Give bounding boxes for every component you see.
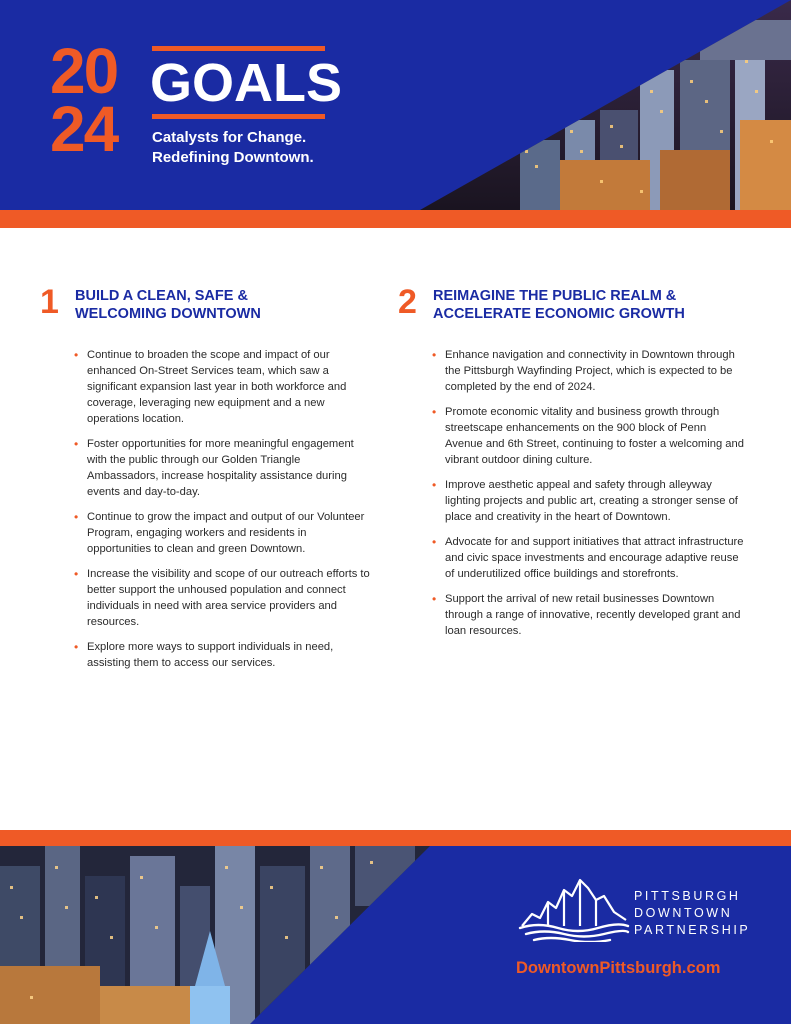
tagline-line-2: Redefining Downtown. xyxy=(152,149,314,166)
list-item: • Continue to broaden the scope and impact of our enhanced On-Street Services team, which saw a significant expansion last year in both workforce and coverage, leveraging new equipment and a new operations location. xyxy=(74,347,370,427)
goals-bottom-rule xyxy=(152,114,325,119)
tagline-line-1: Catalysts for Change. xyxy=(152,129,307,146)
website-link[interactable]: DowntownPittsburgh.com xyxy=(516,959,721,977)
goal-title-line-2: ACCELERATE ECONOMIC GROWTH xyxy=(433,306,685,322)
page-title: GOALS xyxy=(150,53,343,113)
goal-title-line-1: BUILD A CLEAN, SAFE & xyxy=(75,288,248,304)
logo-line-2: DOWNTOWN xyxy=(634,906,733,920)
year-line-1: 20 xyxy=(50,35,118,107)
footer-divider-band xyxy=(0,830,791,846)
goal-bullet-list xyxy=(432,347,744,648)
goal-title-line-1: REIMAGINE THE PUBLIC REALM & xyxy=(433,288,677,304)
goal-title xyxy=(433,287,743,323)
tagline xyxy=(152,128,392,168)
list-item: • Advocate for and support initiatives that attract infrastructure and civic space investments and encourage adaptive reuse of underutilized office buildings and storefronts. xyxy=(432,534,744,582)
goal-number: 1 xyxy=(40,283,59,321)
header-banner xyxy=(0,0,791,210)
list-item: • Increase the visibility and scope of our outreach efforts to better support the unhoused population and connect individuals in need with area service providers and resources. xyxy=(74,566,370,630)
logo-wordmark xyxy=(634,888,764,939)
list-item: • Explore more ways to support individuals in need, assisting them to access our services. xyxy=(74,639,370,671)
list-item: • Promote economic vitality and business growth through streetscape enhancements on the 900 block of Penn Avenue and 6th Street, continuing to foster a welcoming and vibrant outdoor dining culture. xyxy=(432,404,744,468)
goal-number: 2 xyxy=(398,283,417,321)
list-item: • Foster opportunities for more meaningful engagement with the public through our Golden Triangle Ambassadors, increase hospitality assistance during events and day-to-day. xyxy=(74,436,370,500)
year-line-2: 24 xyxy=(50,93,118,165)
logo-line-1: PITTSBURGH xyxy=(634,889,741,903)
year-heading xyxy=(50,35,140,165)
goal-title-line-2: WELCOMING DOWNTOWN xyxy=(75,306,261,322)
footer-banner xyxy=(0,846,791,1024)
list-item: • Improve aesthetic appeal and safety through alleyway lighting projects and public art, creating a stronger sense of place and creativity in the heart of Downtown. xyxy=(432,477,744,525)
list-item: • Support the arrival of new retail businesses Downtown through a range of innovative, recently developed grant and loan resources. xyxy=(432,591,744,639)
header-divider-band xyxy=(0,210,791,228)
list-item: • Continue to grow the impact and output of our Volunteer Program, engaging workers and residents in opportunities to clean and green Downtown. xyxy=(74,509,370,557)
goals-top-rule xyxy=(152,46,325,51)
skyline-logo-icon xyxy=(518,876,630,942)
logo-line-3: PARTNERSHIP xyxy=(634,923,751,937)
goal-title xyxy=(75,287,385,323)
goal-bullet-list xyxy=(74,347,370,680)
list-item: • Enhance navigation and connectivity in Downtown through the Pittsburgh Wayfinding Project, which is expected to be completed by the end of 2024. xyxy=(432,347,744,395)
